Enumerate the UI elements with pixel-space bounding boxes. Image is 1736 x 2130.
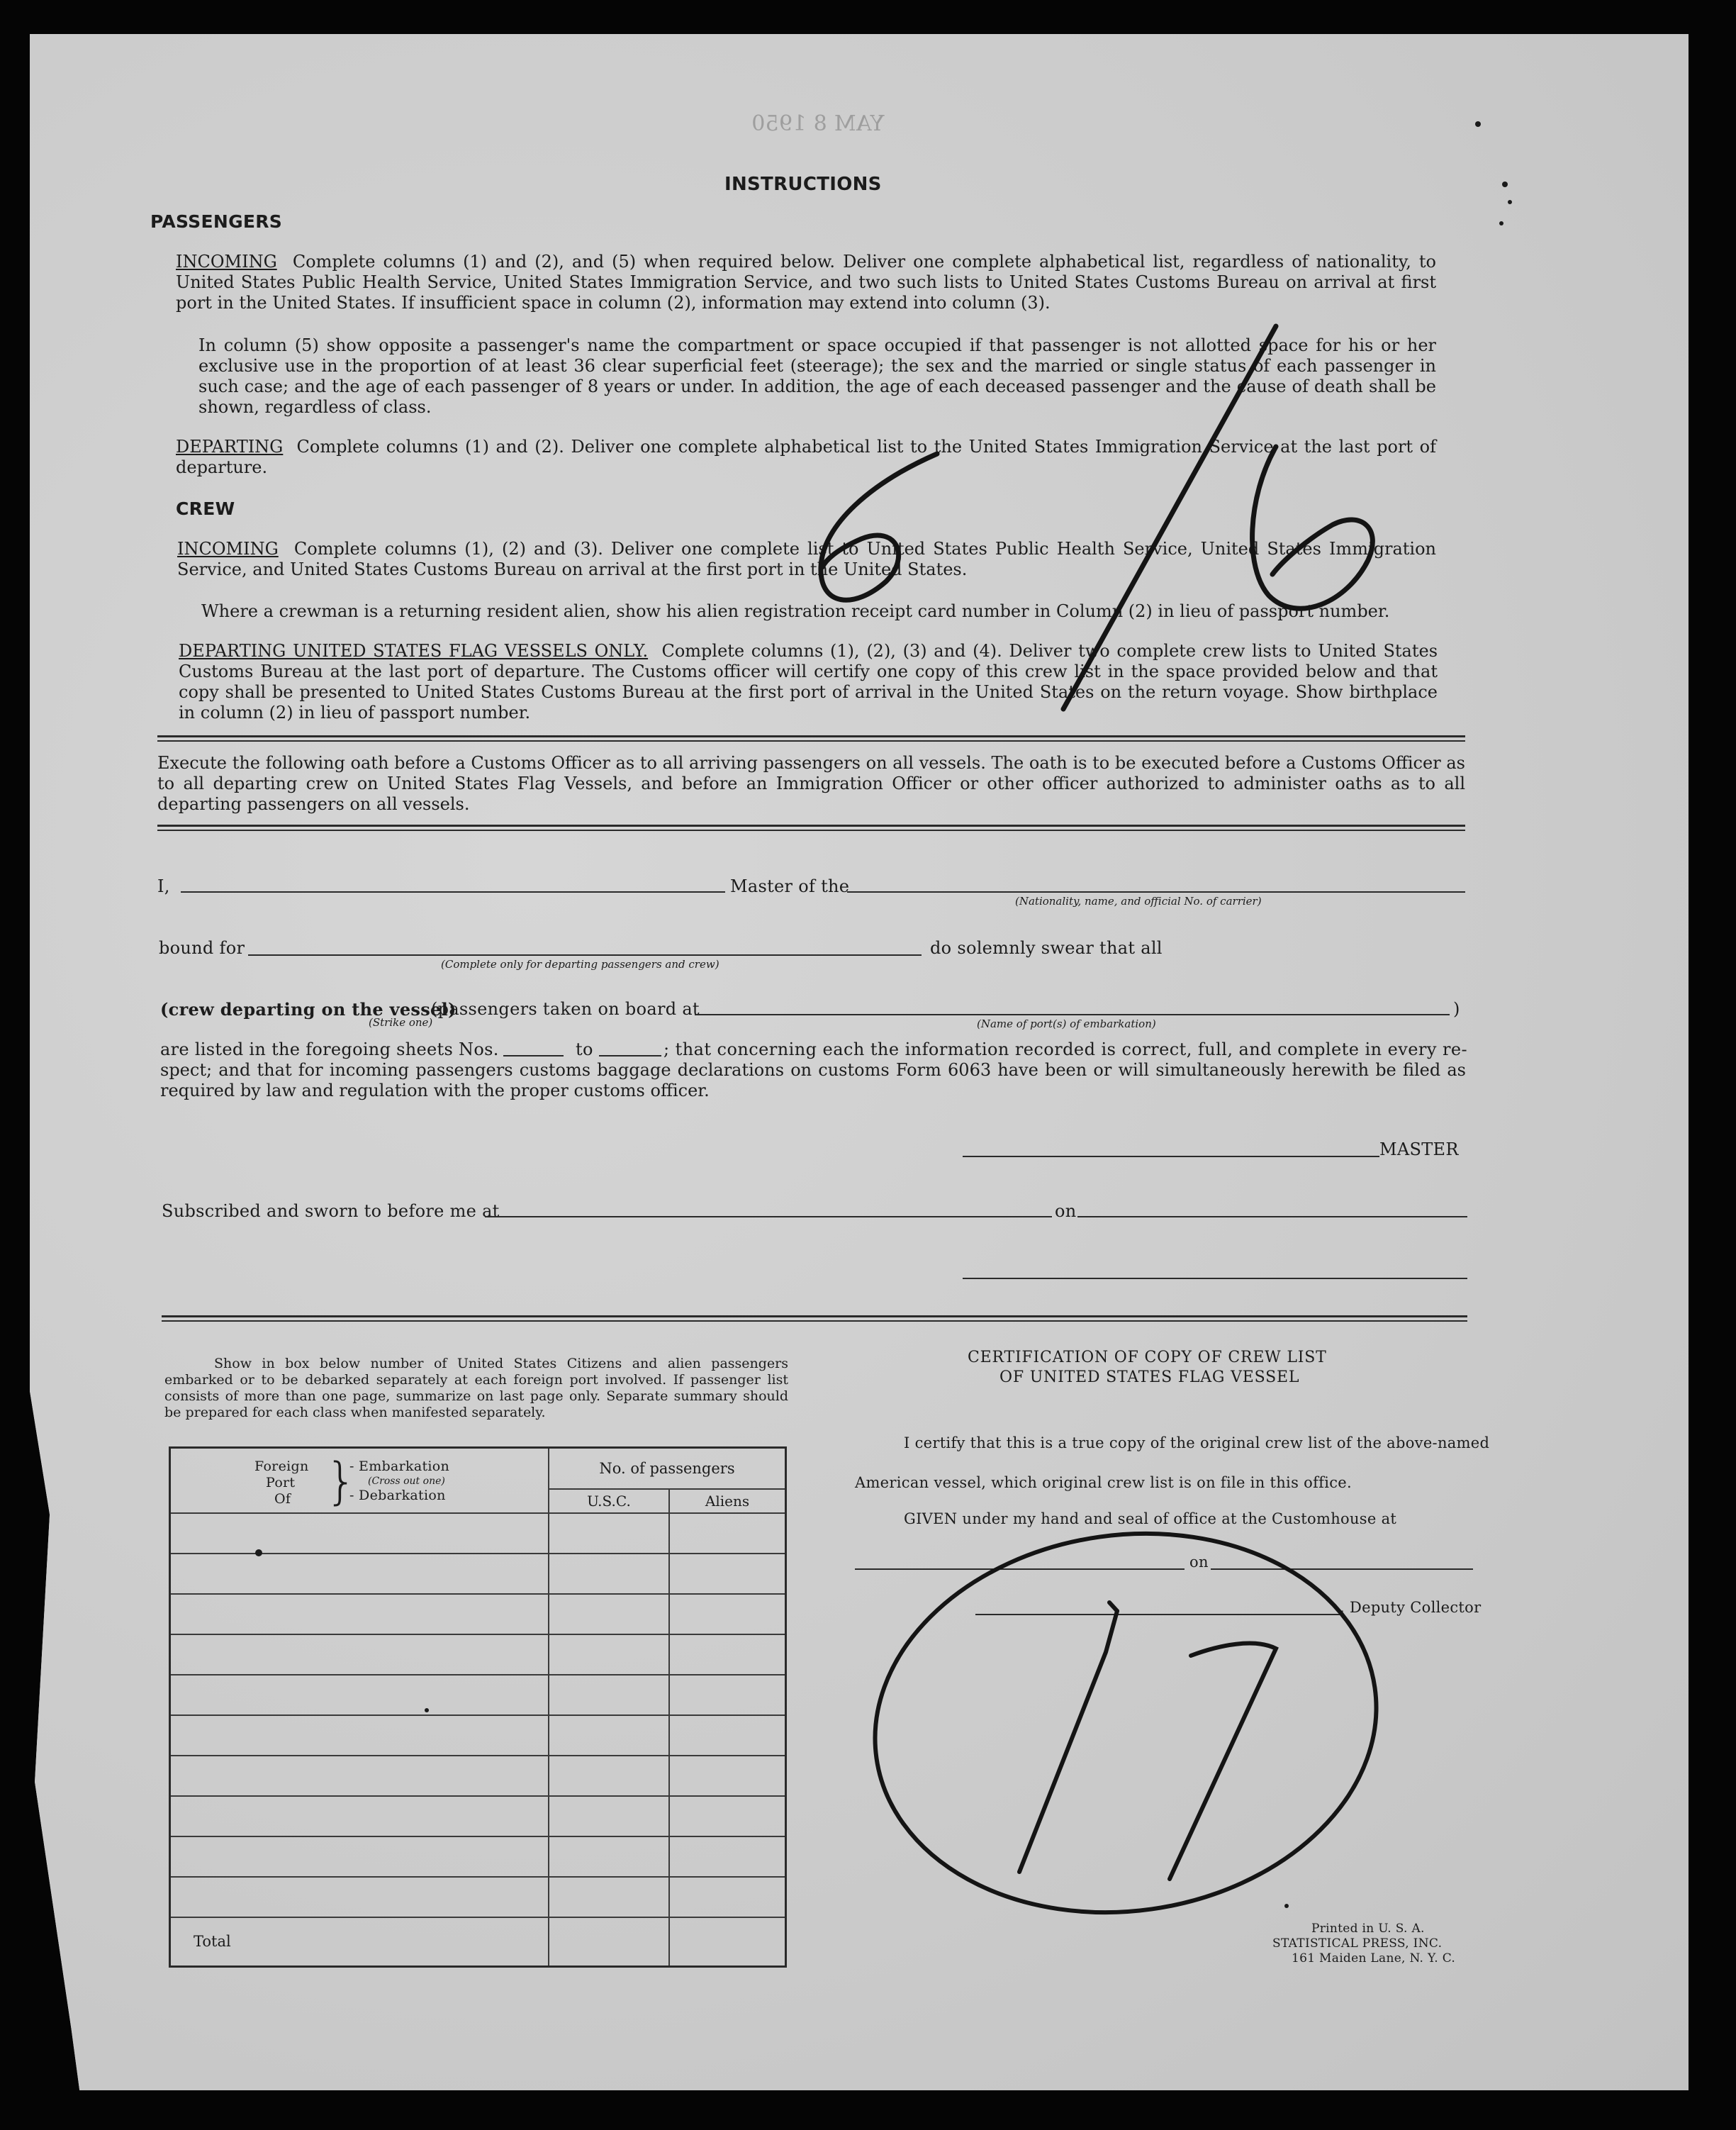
table-row xyxy=(170,1877,786,1917)
aliens-header: Aliens xyxy=(669,1489,786,1513)
sheets-prefix: are listed in the foregoing sheets Nos. xyxy=(160,1039,499,1059)
usc-cell[interactable] xyxy=(549,1756,669,1796)
master-signature-field[interactable] xyxy=(963,1156,1379,1157)
usc-cell[interactable] xyxy=(549,1715,669,1756)
deputy-collector-signature-field[interactable] xyxy=(975,1614,1340,1615)
table-row xyxy=(170,1513,786,1554)
printer-line3: 161 Maiden Lane, N. Y. C. xyxy=(1292,1951,1456,1965)
aliens-cell[interactable] xyxy=(669,1554,786,1594)
aliens-cell[interactable] xyxy=(669,1634,786,1675)
aliens-cell[interactable] xyxy=(669,1675,786,1715)
certification-line1: I certify that this is a true copy of the original crew list of the above-named xyxy=(904,1434,1490,1451)
port-cell[interactable] xyxy=(170,1675,549,1715)
aliens-cell[interactable] xyxy=(669,1877,786,1917)
sworn-place-field[interactable] xyxy=(485,1216,1052,1217)
total-aliens-cell[interactable] xyxy=(669,1917,786,1967)
divider xyxy=(157,825,1465,831)
master-label: MASTER xyxy=(1379,1139,1459,1159)
table-row xyxy=(170,1756,786,1796)
carrier-field[interactable] xyxy=(847,891,1465,893)
swear-text: do solemnly swear that all xyxy=(930,938,1163,958)
passengers-departing-label: DEPARTING xyxy=(176,437,284,457)
bound-for-field[interactable] xyxy=(248,954,922,956)
aliens-cell[interactable] xyxy=(669,1715,786,1756)
certification-on-label: on xyxy=(1189,1554,1209,1571)
passengers-heading: PASSENGERS xyxy=(150,211,283,232)
crew-departing-option: (crew departing on the vessel) xyxy=(160,999,457,1020)
passengers-incoming-paragraph xyxy=(176,252,1436,313)
summary-text: Show in box below number of United States Citizens and alien passengers embarked or to be debarked separately at each foreign port involved. If passenger list consists of more than one page, summarize on last page only. Separate summary should be prepared for each class when manifested separately. xyxy=(164,1356,788,1420)
table-row xyxy=(170,1675,786,1715)
usc-cell[interactable] xyxy=(549,1836,669,1877)
passengers-taken-option: (passengers taken on board at xyxy=(431,999,700,1019)
of-label: Of xyxy=(274,1491,291,1507)
bound-for-note: (Complete only for departing passengers and crew) xyxy=(441,958,719,971)
usc-cell[interactable] xyxy=(549,1513,669,1554)
embarkation-label: - Embarkation xyxy=(349,1459,450,1474)
passengers-departing-paragraph xyxy=(176,437,1436,478)
foreign-label: Foreign xyxy=(254,1459,309,1474)
close-paren: ) xyxy=(1453,999,1460,1019)
total-usc-cell[interactable] xyxy=(549,1917,669,1967)
sheets-suffix: ; that concerning each the information recorded is correct, full, and complete in every re- xyxy=(663,1039,1468,1059)
port-cell[interactable] xyxy=(170,1836,549,1877)
master-name-field[interactable] xyxy=(181,891,725,893)
table-row xyxy=(170,1594,786,1634)
table-row xyxy=(170,1796,786,1836)
passenger-summary-table xyxy=(169,1446,787,1968)
crew-heading: CREW xyxy=(176,498,235,519)
to-label: to xyxy=(576,1039,593,1059)
brace-icon: } xyxy=(325,1452,357,1510)
usc-cell[interactable] xyxy=(549,1675,669,1715)
table-row xyxy=(170,1715,786,1756)
usc-cell[interactable] xyxy=(549,1554,669,1594)
table-row xyxy=(170,1554,786,1594)
subscribed-label: Subscribed and sworn to before me at xyxy=(162,1201,500,1221)
port-cell[interactable] xyxy=(170,1715,549,1756)
port-cell[interactable] xyxy=(170,1796,549,1836)
carrier-note: (Nationality, name, and official No. of carrier) xyxy=(1015,895,1262,908)
sheets-text-continued: spect; and that for incoming passengers customs baggage declarations on customs Form 6063 have been or will simultaneously herewith be filed as required by law and regulation with the proper customs officer. xyxy=(160,1060,1466,1100)
table-row xyxy=(170,1836,786,1877)
passengers-incoming-text: Complete columns (1) and (2), and (5) when required below. Deliver one complete alphabetical list, regardless of nationality, to United States Public Health Service, United States Immigration Service, and two such lists to United States Customs Bureau on arrival at first port in the United States. If insufficient space in column (2), information may extend into column (3). xyxy=(176,252,1436,313)
table-header-port xyxy=(170,1448,549,1513)
usc-cell[interactable] xyxy=(549,1594,669,1634)
certification-line2: American vessel, which original crew list is on file in this office. xyxy=(855,1474,1352,1491)
usc-cell[interactable] xyxy=(549,1634,669,1675)
port-cell[interactable] xyxy=(170,1513,549,1554)
passengers-incoming-label: INCOMING xyxy=(176,252,277,272)
sheet-to-field[interactable] xyxy=(599,1055,661,1056)
aliens-cell[interactable] xyxy=(669,1796,786,1836)
bound-for-label: bound for xyxy=(159,938,245,958)
port-cell[interactable] xyxy=(170,1634,549,1675)
passengers-departing-text: Complete columns (1) and (2). Deliver one complete alphabetical list to the United States Immigration Service at the last port of departure. xyxy=(176,437,1436,477)
on-label: on xyxy=(1055,1201,1077,1221)
sheet-from-field[interactable] xyxy=(503,1055,564,1056)
faint-stamp: YAM 8 1950 xyxy=(751,111,885,136)
divider xyxy=(157,735,1465,742)
debarkation-label: - Debarkation xyxy=(349,1488,446,1503)
aliens-cell[interactable] xyxy=(669,1836,786,1877)
certification-date-field[interactable] xyxy=(1211,1568,1473,1570)
aliens-cell[interactable] xyxy=(669,1756,786,1796)
aliens-cell[interactable] xyxy=(669,1594,786,1634)
port-cell[interactable] xyxy=(170,1554,549,1594)
strike-note: (Strike one) xyxy=(369,1016,433,1029)
cross-out-note: (Cross out one) xyxy=(368,1476,445,1487)
crew-incoming-label: INCOMING xyxy=(177,539,279,559)
no-passengers-header: No. of passengers xyxy=(549,1448,786,1489)
aliens-cell[interactable] xyxy=(669,1513,786,1554)
crew-departing-label: DEPARTING UNITED STATES FLAG VESSELS ONLY. xyxy=(179,641,649,661)
usc-cell[interactable] xyxy=(549,1877,669,1917)
crew-departing-paragraph xyxy=(179,641,1438,723)
divider xyxy=(162,1315,1467,1322)
crew-resident-paragraph: Where a crewman is a returning resident alien, show his alien registration receipt card number in Column (2) in lieu of passport number. xyxy=(201,601,1390,621)
port-note: (Name of port(s) of embarkation) xyxy=(977,1017,1156,1030)
deputy-collector-label: , Deputy Collector xyxy=(1340,1599,1482,1616)
oath-instructions: Execute the following oath before a Customs Officer as to all arriving passengers on all vessels. The oath is to be executed before a Customs Officer as to all departing crew on United States Flag Vessels, and before an Immigration Officer or other officer authorized to administer oaths as to all departing passengers on all vessels. xyxy=(157,753,1465,814)
master-of-label: Master of the xyxy=(730,876,850,896)
port-label: Port xyxy=(266,1475,296,1490)
usc-cell[interactable] xyxy=(549,1796,669,1836)
passengers-column5-paragraph: In column (5) show opposite a passenger's name the compartment or space occupied if that passenger is not allotted space for his or her exclusive use in the proportion of at least 36 clear superficial feet (steerage); the sex and the married or single status of each passenger in such case; and the age of each passenger of 8 years or under. In addition, the age of each deceased passenger and the cause of death shall be shown, regardless of class. xyxy=(198,335,1436,417)
usc-header: U.S.C. xyxy=(549,1489,669,1513)
port-cell[interactable] xyxy=(170,1756,549,1796)
certification-line3: GIVEN under my hand and seal of office at the Customhouse at xyxy=(904,1510,1397,1527)
printer-line2: STATISTICAL PRESS, INC. xyxy=(1272,1936,1443,1951)
certification-title-line1: CERTIFICATION OF COPY OF CREW LIST xyxy=(968,1349,1327,1366)
sworn-date-field[interactable] xyxy=(1077,1216,1467,1217)
customhouse-field[interactable] xyxy=(855,1568,1185,1570)
embarkation-port-field[interactable] xyxy=(695,1014,1450,1015)
crew-departing-text: Complete columns (1), (2), (3) and (4). Deliver two complete crew lists to United States Customs Bureau at the last port of departure. The Customs officer will certify one copy of this crew list in the space provided below and that copy shall be presented to United States Customs Bureau at the first port of arrival in the United States on the return voyage. Show birthplace in column (2) in lieu of passport number. xyxy=(179,641,1438,723)
officer-signature-field[interactable] xyxy=(963,1278,1467,1279)
oath-i-label: I, xyxy=(157,876,170,896)
crew-incoming-text: Complete columns (1), (2) and (3). Deliver one complete list to United States Public Health Service, United States Immigration Service, and United States Customs Bureau on arrival at the first port in the United States. xyxy=(177,539,1436,579)
crew-incoming-paragraph xyxy=(177,539,1436,580)
total-label: Total xyxy=(170,1917,549,1967)
summary-instructions xyxy=(164,1356,788,1421)
table-row xyxy=(170,1634,786,1675)
port-cell[interactable] xyxy=(170,1594,549,1634)
page-title: INSTRUCTIONS xyxy=(724,174,882,195)
port-cell[interactable] xyxy=(170,1877,549,1917)
printer-line1: Printed in U. S. A. xyxy=(1311,1922,1425,1936)
certification-title-line2: OF UNITED STATES FLAG VESSEL xyxy=(999,1368,1300,1386)
